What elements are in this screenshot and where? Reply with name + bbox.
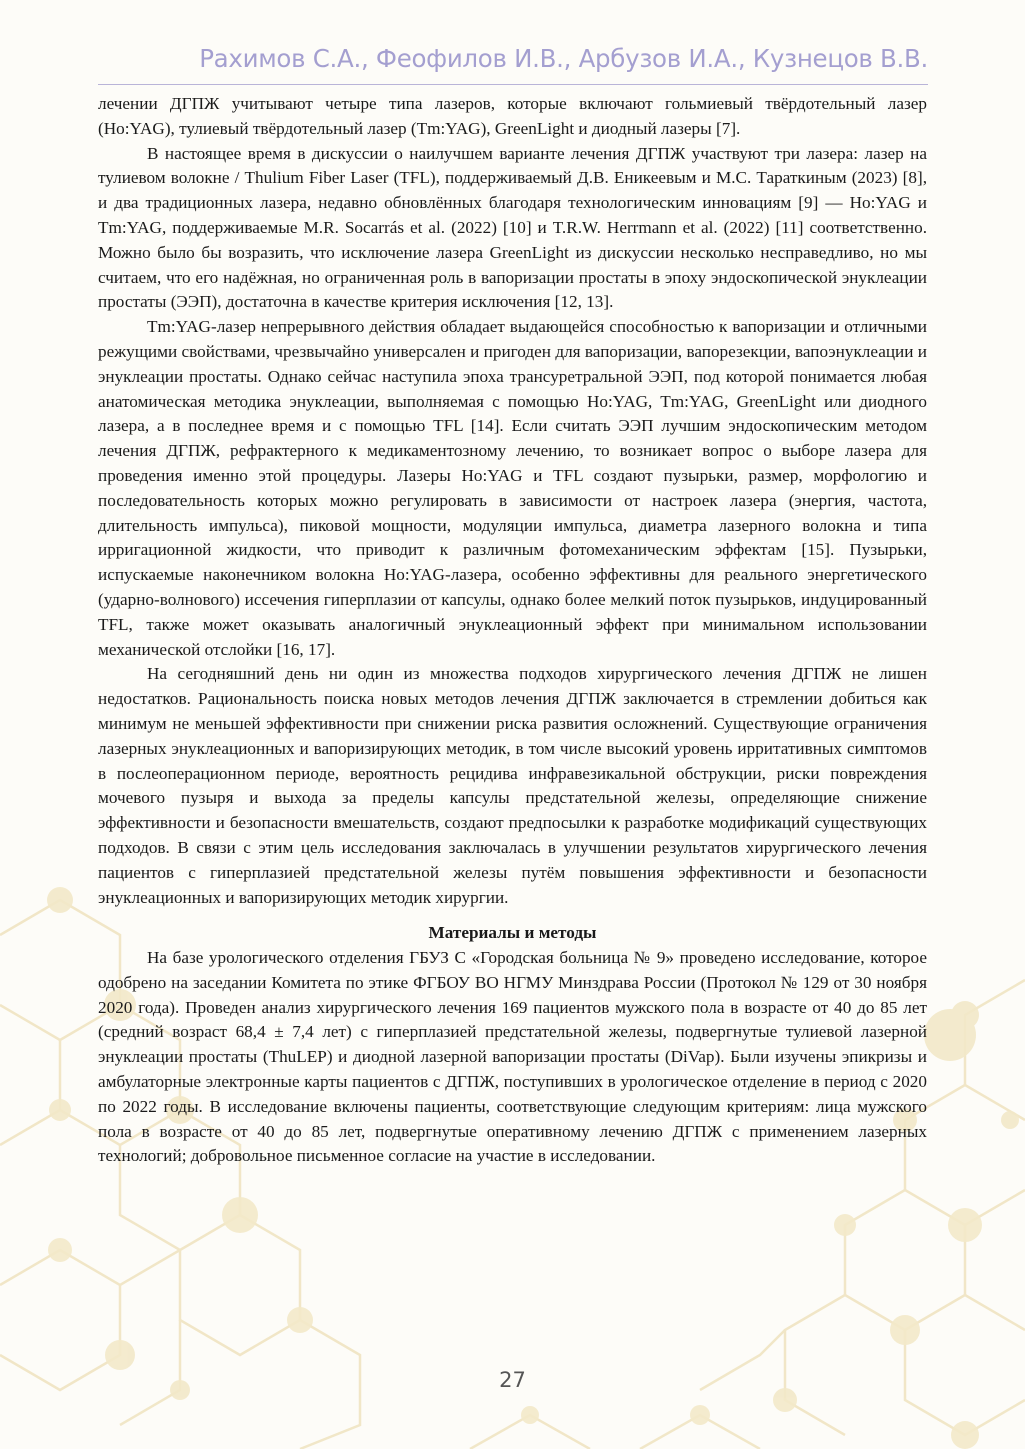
running-header-authors: Рахимов С.А., Феофилов И.В., Арбузов И.А., Кузнецов В.В.: [199, 44, 928, 73]
paragraph-continued: лечении ДГПЖ учитывают четыре типа лазеров, которые включают гольмиевый твёрдотельный лазер (Ho:YAG), тулиевый твёрдотельный лазер (Tm:YAG), GreenLight и диодный лазеры [7].: [98, 94, 927, 138]
header-divider: [98, 84, 928, 85]
paragraph-tm-yag: Tm:YAG-лазер непрерывного действия обладает выдающейся способностью к вапоризации и отличными режущими свойствами, чрезвычайно универсален и пригоден для вапоризации, вапорезекции, вапоэнуклеации и энуклеации простаты. Однако сейчас наступила эпоха трансуретральной ЭЭП, под которой понимается любая анатомическая методика энуклеации, выполняемая с помощью Ho:YAG, Tm:YAG, GreenLight или диодного лазера, а в последнее время и с помощью TFL [14]. Если считать ЭЭП лучшим эндоскопическим методом лечения ДГПЖ, рефрактерного к медикаментозному лечению, то возникает вопрос о выборе лазера для проведения именно этой процедуры. Лазеры Ho:YAG и TFL создают пузырьки, размер, морфологию и последовательность которых можно регулировать в зависимости от настроек лазера (энергия, частота, длительность импульса), пиковой мощности, модуляции импульса, диаметра лазерного волокна и типа ирригационной жидкости, что приводит к различным фотомеханическим эффектам [15]. Пузырьки, испускаемые наконечником волокна Ho:YAG-лазера, особенно эффективны для реального энергетического (ударно-волнового) иссечения гиперплазии от капсулы, однако более мелкий поток пузырьков, индуцированный TFL, также может оказывать аналогичный энуклеационный эффект при минимальном использовании механической отслойки [16, 17].: [98, 317, 927, 659]
article-body: [98, 92, 927, 1169]
page-number: 27: [499, 1368, 526, 1392]
section-heading-methods: Материалы и методы: [428, 923, 597, 943]
paragraph-methods: На базе урологического отделения ГБУЗ С «Городская больница № 9» проведено исследование, которое одобрено на заседании Комитета по этике ФГБОУ ВО НГМУ Минздрава России (Протокол № 129 от 30 ноября 2020 года). Проведен анализ хирургического лечения 169 пациентов мужского пола в возрасте от 40 до 85 лет (средний возраст 68,4 ± 7,4 лет) с гиперплазией предстательной железы, подвергнутые тулиевой лазерной энуклеации простаты (ThuLEP) и диодной лазерной вапоризации простаты (DiVap). Были изучены эпикризы и амбулаторные электронные карты пациентов с ДГПЖ, поступивших в урологическое отделение в период с 2020 по 2022 годы. В исследование включены пациенты, соответствующие следующим критериям: лица мужского пола в возрасте от 40 до 85 лет, подвергнутые оперативному лечению ДГПЖ с применением лазерных технологий; добровольное письменное согласие на участие в исследовании.: [98, 948, 927, 1166]
paragraph-study-aim: На сегодняшний день ни один из множества подходов хирургического лечения ДГПЖ не лишен недостатков. Рациональность поиска новых методов лечения ДГПЖ заключается в стремлении добиться как минимум не меньшей эффективности при снижении риска развития осложнений. Существующие ограничения лазерных энуклеационных и вапоризирующих методик, в том числе высокий уровень ирритативных симптомов в послеоперационном периоде, вероятность рецидива инфравезикальной обструкции, риски повреждения мочевого пузыря и выхода за пределы капсулы предстательной железы, определяющие снижение эффективности и безопасности вмешательств, создают предпосылки к разработке модификаций существующих подходов. В связи с этим цель исследования заключалась в улучшении результатов хирургического лечения пациентов с гиперплазией предстательной железы путём повышения эффективности и безопасности энуклеационных и вапоризирующих методик хирургии.: [98, 664, 927, 907]
paragraph-laser-discussion: В настоящее время в дискуссии о наилучшем варианте лечения ДГПЖ участвуют три лазера: лазер на тулиевом волокне / Thulium Fiber Laser (TFL), поддерживаемый Д.В. Еникеевым и М.С. Тараткиным (2023) [8], и два традиционных лазера, недавно обновлённых благодаря технологическим инновациям [9] — Ho:YAG и Tm:YAG, поддерживаемые M.R. Socarrás et al. (2022) [10] и T.R.W. Herrmann et al. (2022) [11] соответственно. Можно было бы возразить, что исключение лазера GreenLight из дискуссии несколько несправедливо, но мы считаем, что его надёжная, но ограниченная роль в вапоризации простаты в эпоху эндоскопической энуклеации простаты (ЭЭП), достаточна в качестве критерия исключения [12, 13].: [98, 143, 927, 312]
